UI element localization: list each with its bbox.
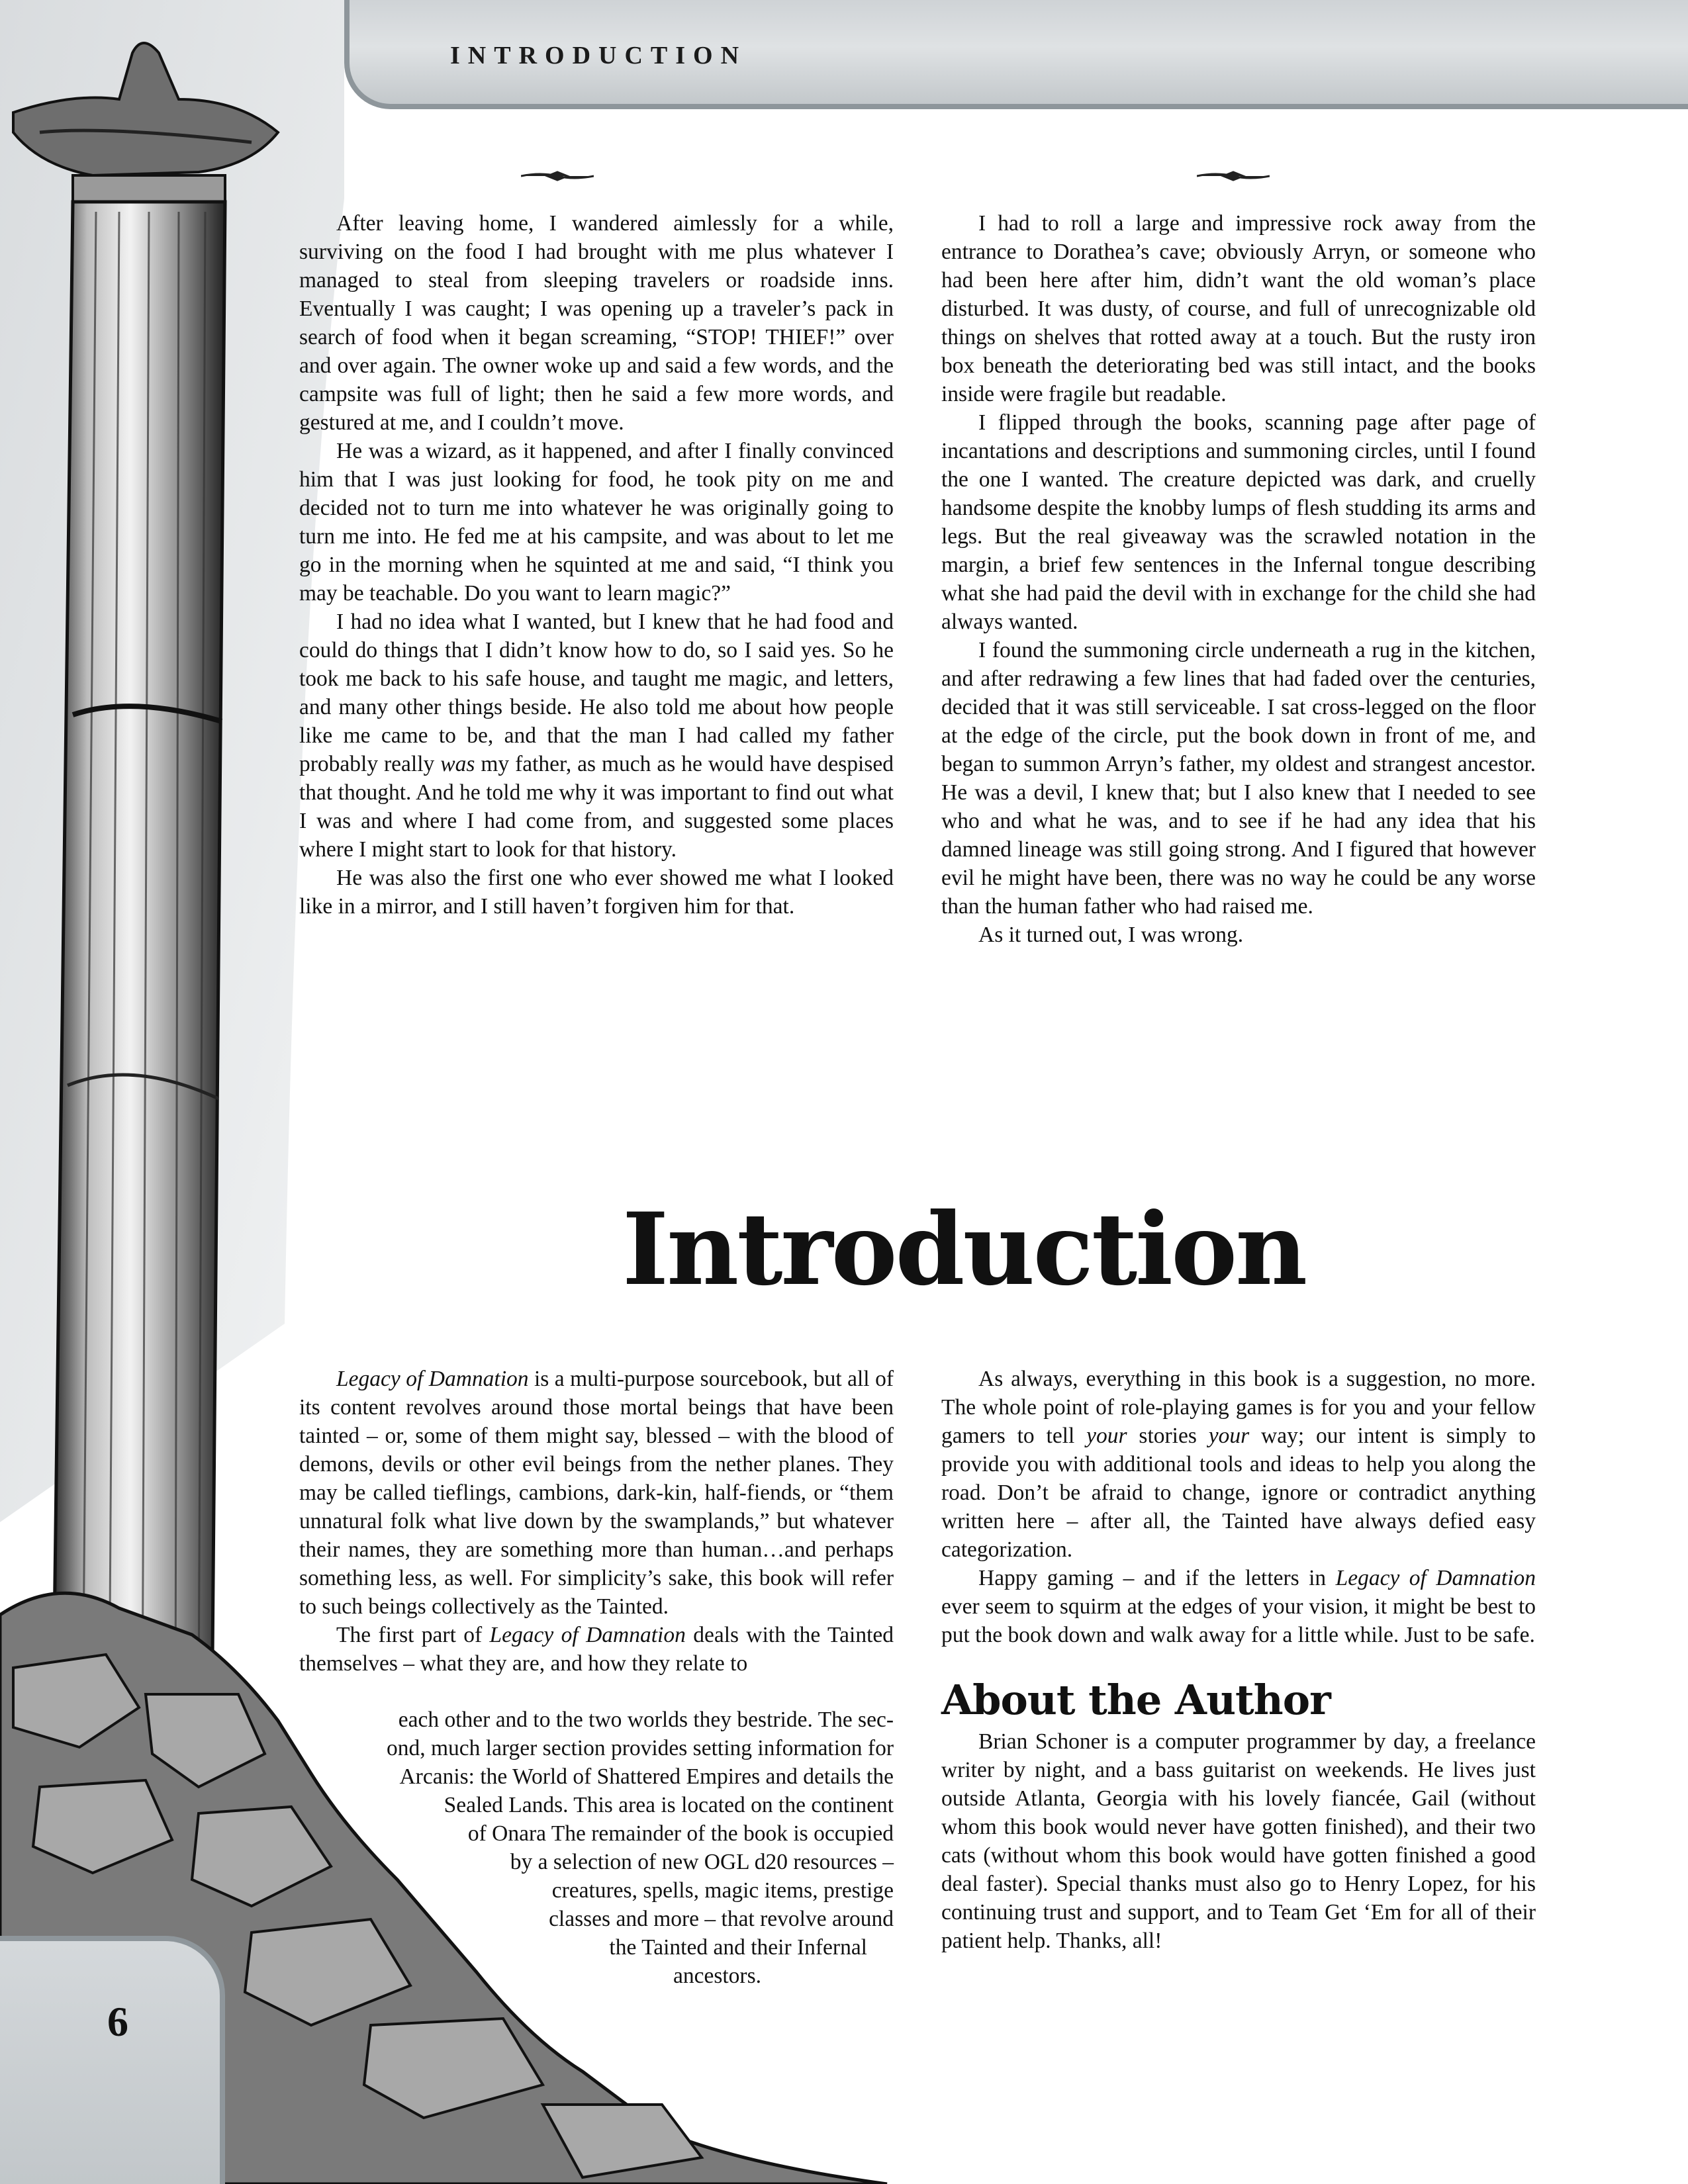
text-line: classes and more – that revolve around — [549, 1907, 894, 1931]
text-line: creatures, spells, magic items, prestige — [551, 1878, 894, 1903]
intro-right-column — [941, 1365, 1536, 1955]
intro-left-shaped-lines — [299, 1706, 894, 1990]
paragraph: He was a wizard, as it happened, and after I finally convinced him that I was just looking for food, he took pity on me and decided not to turn me into whatever he was originally going to turn me into. He fed me at his campsite, and was about to let me go in the morning when he squinted at me and said, “I think you may be teachable. Do you want to learn magic?” — [299, 439, 894, 606]
text-line: Sealed Lands. This area is located on the continent — [444, 1793, 894, 1817]
text-line: of Onara The remainder of the book is occupied — [467, 1821, 894, 1846]
paragraph: The first part of Legacy of Damnation deals with the Tainted themselves – what they are, and how they relate to — [299, 1623, 894, 1676]
section-heading: Introduction — [622, 1191, 1306, 1308]
paragraph: Happy gaming – and if the letters in Legacy of Damnation ever seem to squirm at the edges of your vision, it might be best to put the book down and walk away for a little while. Just to be safe. — [941, 1566, 1536, 1647]
text-line: ancestors. — [673, 1964, 761, 1988]
text-line: by a selection of new OGL d20 resources – — [510, 1850, 894, 1874]
paragraph: I had no idea what I wanted, but I knew that he had food and could do things that I didn’t know how to do, so I said yes. So he took me back to his safe house, and taught me magic, and letters, and many other things beside. He also told me about how people like me came to be, and that the man I had called my father probably really was my father, as much as he would have despised that thought. And he told me why it was important to find out what I was and where I had come from, and suggested some places where I might start to look for that history. — [299, 610, 894, 862]
paragraph: As always, everything in this book is a suggestion, no more. The whole point of role-playing games is for you and your fellow gamers to tell your stories your way; our intent is simply to provide you with additional tools and ideas to help you along the road. Don’t be afraid to change, ignore or contradict anything written here – after all, the Tainted have always defied easy categorization. — [941, 1367, 1536, 1562]
running-header: INTRODUCTION — [450, 42, 747, 69]
ornament-divider — [521, 169, 594, 183]
text-line: ond, much larger section provides setting information for — [387, 1736, 894, 1760]
text-line: each other and to the two worlds they bestride. The sec- — [398, 1707, 894, 1732]
text-line: the Tainted and their Infernal — [609, 1935, 867, 1960]
paragraph: He was also the first one who ever showed me what I looked like in a mirror, and I still haven’t forgiven him for that. — [299, 866, 894, 919]
subsection-heading: About the Author — [941, 1676, 1331, 1724]
paragraph: I found the summoning circle underneath a rug in the kitchen, and after redrawing a few lines that had faded over the centuries, decided that it was still serviceable. I sat cross-legged on the floor at the edge of the circle, put the book down in front of me, and began to summon Arryn’s father, my oldest and strangest ancestor. He was a devil, I knew that; but I also knew that I needed to see who and what he was, and to see if he had any idea that his damned lineage was still going strong. And I figured that however evil he might have been, there was no way he could be any worse than the human father who had raised me. — [941, 638, 1536, 919]
paragraph: Legacy of Damnation is a multi-purpose sourcebook, but all of its content revolves around those mortal beings that have been tainted – or, some of them might say, blessed – with the blood of demons, devils or other evil beings from the nether planes. They may be called tieflings, cambions, dark-kin, half-fiends, or “them unnatural folk what live down by the swamplands,” but whatever their names, they are something more than human…and perhaps something less, as well. For simplicity’s sake, this book will refer to such beings collectively as the Tainted. — [299, 1367, 894, 1619]
paragraph: After leaving home, I wandered aimlessly for a while, surviving on the food I had brought with me plus whatever I managed to steal from sleeping travelers or roadside inns. Eventually I was caught; I was opening up a traveler’s pack in search of food when it began screaming, “STOP! THIEF!” over and over again. The owner woke up and said a few words, and the campsite was full of light; then he said a few more words, and gestured at me, and I couldn’t move. — [299, 211, 894, 435]
paragraph: As it turned out, I was wrong. — [978, 923, 1244, 947]
paragraph: I flipped through the books, scanning page after page of incantations and descriptions and summoning circles, until I found the one I wanted. The creature depicted was dark, and cruelly handsome despite the knobby lumps of flesh studding its arms and legs. But the real giveaway was the scrawled notation in the margin, a brief few sentences in the Infernal tongue describing what she had paid the devil with in exchange for the child she had always wanted. — [941, 410, 1536, 634]
paragraph: I had to roll a large and impressive rock away from the entrance to Dorathea’s cave; obviously Arryn, or someone who had been here after him, didn’t want the old woman’s place disturbed. It was dusty, of course, and full of unrecognizable old things on shelves that rotted away at a touch. But the rusty iron box beneath the deteriorating bed was still intact, and the books inside were fragile but readable. — [941, 211, 1536, 406]
story-left-column — [299, 209, 894, 921]
footer-band — [0, 1936, 225, 2184]
story-right-column — [941, 209, 1536, 949]
ornament-divider — [1197, 169, 1270, 183]
page-number: 6 — [107, 1998, 128, 2045]
text-line: Arcanis: the World of Shattered Empires and details the — [399, 1764, 894, 1789]
paragraph: Brian Schoner is a computer programmer by day, a freelance writer by night, and a bass guitarist on weekends. He lives just outside Atlanta, Georgia with his lovely fiancée, Gail (without whom this book would never have gotten finished), and their two cats (without whom this book would have gotten finished a good deal faster). Special thanks must also go to Henry Lopez, for his continuing trust and support, and to Team Get ‘Em for all of their patient help. Thanks, all! — [941, 1729, 1536, 1953]
intro-left-column — [299, 1365, 894, 1678]
